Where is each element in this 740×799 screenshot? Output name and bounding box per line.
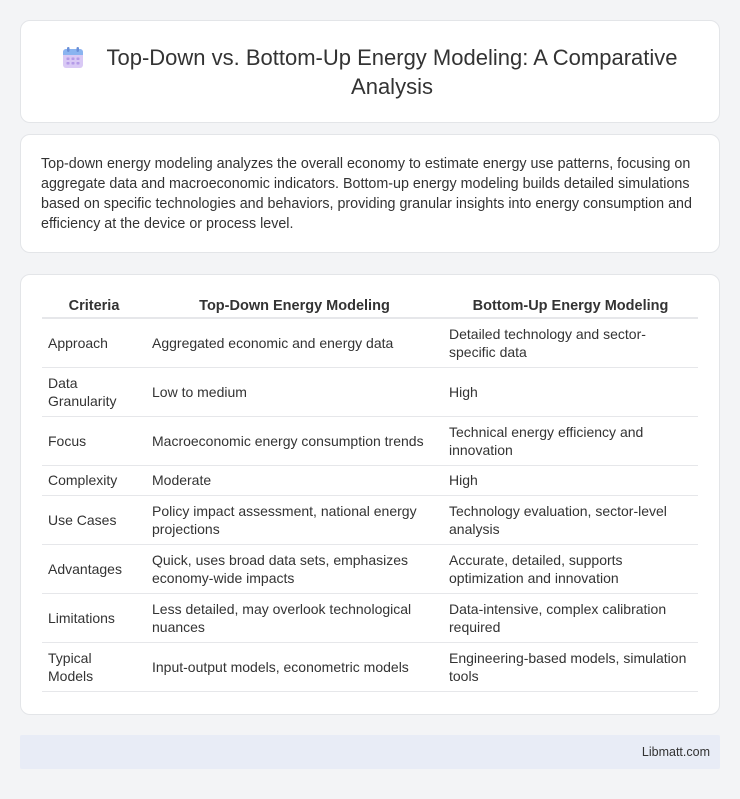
- cell-bottom-up: High: [443, 367, 698, 416]
- calendar-icon: [61, 46, 85, 70]
- cell-criteria: Advantages: [42, 544, 146, 593]
- cell-top-down: Aggregated economic and energy data: [146, 318, 443, 367]
- cell-top-down: Input-output models, econometric models: [146, 642, 443, 691]
- cell-criteria: Limitations: [42, 593, 146, 642]
- cell-bottom-up: Technology evaluation, sector-level analysis: [443, 495, 698, 544]
- page-title: Top-Down vs. Bottom-Up Energy Modeling: A Comparative Analysis: [106, 44, 678, 99]
- table-row: [42, 367, 698, 416]
- table-row: [42, 416, 698, 465]
- title-card: [20, 20, 720, 123]
- cell-criteria: Typical Models: [42, 642, 146, 691]
- header-criteria: Criteria: [42, 295, 146, 318]
- cell-top-down: Macroeconomic energy consumption trends: [146, 416, 443, 465]
- comparison-table: [42, 295, 698, 692]
- cell-top-down: Moderate: [146, 465, 443, 495]
- cell-bottom-up: Data-intensive, complex calibration required: [443, 593, 698, 642]
- cell-bottom-up: Technical energy efficiency and innovation: [443, 416, 698, 465]
- table-row: [42, 465, 698, 495]
- footer-site-link[interactable]: Libmatt.com: [641, 745, 710, 759]
- title-wrap: [21, 43, 719, 101]
- cell-bottom-up: High: [443, 465, 698, 495]
- cell-bottom-up: Accurate, detailed, supports optimization and innovation: [443, 544, 698, 593]
- cell-criteria: Approach: [42, 318, 146, 367]
- cell-top-down: Policy impact assessment, national energy projections: [146, 495, 443, 544]
- cell-top-down: Quick, uses broad data sets, emphasizes economy-wide impacts: [146, 544, 443, 593]
- header-top-down: Top-Down Energy Modeling: [146, 295, 443, 318]
- cell-top-down: Low to medium: [146, 367, 443, 416]
- table-row: [42, 544, 698, 593]
- footer-bar: [20, 735, 720, 769]
- cell-bottom-up: Engineering-based models, simulation tools: [443, 642, 698, 691]
- table-row: [42, 593, 698, 642]
- table-row: [42, 318, 698, 367]
- cell-criteria: Focus: [42, 416, 146, 465]
- intro-paragraph: Top-down energy modeling analyzes the overall economy to estimate energy use patterns, focusing on aggregate data and macroeconomic indicators. Bottom-up energy modeling builds detailed simulations based on specific technologies and behaviors, providing granular insights into energy consumption and efficiency at the device or process level.: [41, 156, 692, 232]
- header-bottom-up: Bottom-Up Energy Modeling: [443, 295, 698, 318]
- table-header-row: [42, 295, 698, 318]
- table-row: [42, 495, 698, 544]
- cell-criteria: Data Granularity: [42, 367, 146, 416]
- cell-criteria: Complexity: [42, 465, 146, 495]
- cell-top-down: Less detailed, may overlook technological nuances: [146, 593, 443, 642]
- comparison-table-card: [20, 274, 720, 715]
- cell-criteria: Use Cases: [42, 495, 146, 544]
- intro-card: [20, 134, 720, 253]
- table-row: [42, 642, 698, 691]
- cell-bottom-up: Detailed technology and sector-specific data: [443, 318, 698, 367]
